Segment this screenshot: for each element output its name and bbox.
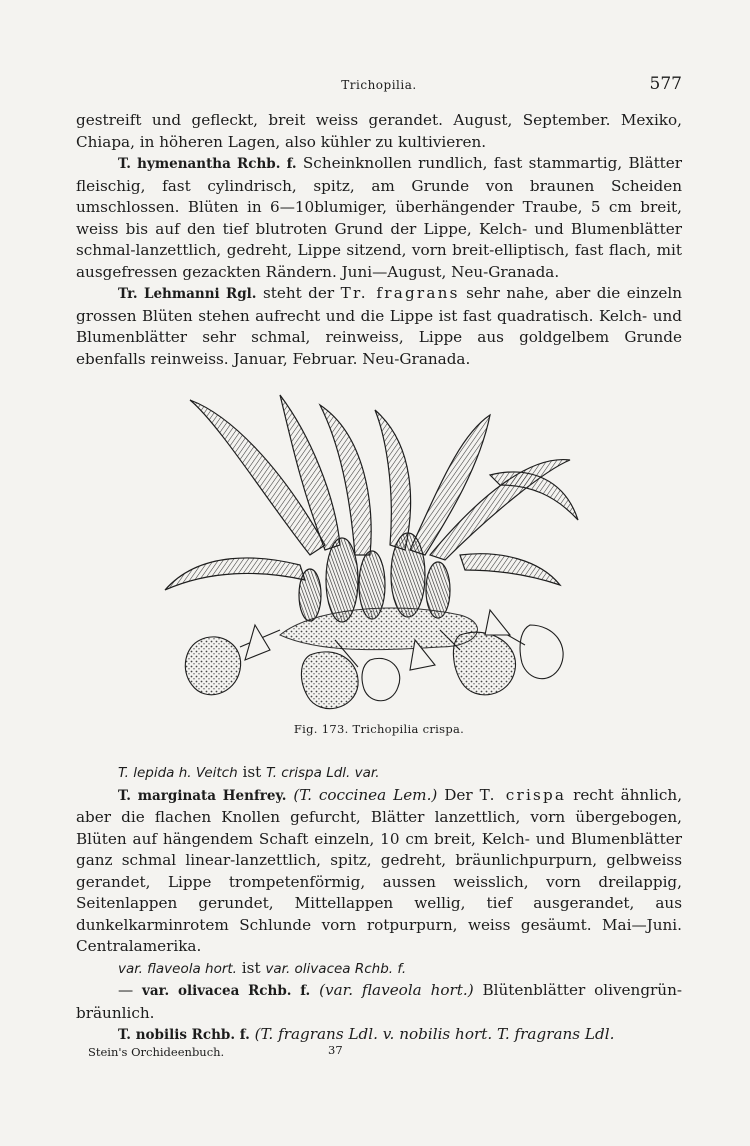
species-name: T. hymenantha Rchb. f. <box>118 156 297 172</box>
entry-text: steht der <box>262 284 335 302</box>
entry-flaveola <box>76 958 682 981</box>
entry-text: recht ähnlich, aber die flachen Knollen gefurcht, Blätter lanzettlich, vorn übergebogen, Blüten auf hängendem Schaft einzeln, 10 cm breit, Kelch- und Blumenblätter ganz schmal linear-lanzettlich, spitz, gedreht, bräunlichpurpurn, gelbweiss gerandet, Lippe trompetenförmig, aussen weisslich, vorn dreilappig, Seitenlappen gerundet, Mittellappen wellig, tief ausgerandet, aus dunkelkarminrotem Schlunde vorn rotpurpurn, weiss gesäumt. Mai—Juni. Centralamerika. <box>76 785 683 955</box>
entry-text: sehr nahe, aber die einzeln grossen Blüten stehen aufrecht und die Lippe ist fast quadratisch. Kelch- und Blumenblätter sehr schmal, reinweiss, Lippe aus goldgelbem Grunde ebenfalls reinweiss. Januar, Februar. Neu-Granada. <box>76 284 683 368</box>
spaced-species: Tr. fragrans <box>340 284 460 302</box>
spaced-species: T. crispa <box>479 785 567 804</box>
entry-nobilis <box>76 1024 682 1047</box>
signature-mark: 37 <box>328 1043 343 1057</box>
book-title: Stein's Orchideenbuch. <box>88 1045 225 1059</box>
variety-name: var. olivacea Rchb. f. <box>142 983 311 999</box>
synonym: var. olivacea Rchb. f. <box>265 960 407 977</box>
page-number: 577 <box>649 74 682 94</box>
entry-olivacea <box>76 980 682 1024</box>
synonym: (var. flaveola hort.) <box>319 981 474 999</box>
synonym: var. flaveola hort. <box>118 960 237 977</box>
entry-text: Der <box>444 785 473 804</box>
paragraph-continued: gestreift und gefleckt, breit weiss gerandet. August, September. Mexiko, Chiapa, in höheren Lagen, also kühler zu kultivieren. <box>76 111 682 151</box>
running-title: Trichopilia. <box>341 78 417 92</box>
synonym: (T. fragrans Ldl. v. nobilis hort. T. fragrans Ldl. <box>254 1025 615 1043</box>
synonym: (T. coccinea Lem.) <box>293 785 438 804</box>
entry-text: ist <box>241 958 261 977</box>
page-header <box>76 74 682 98</box>
entry-marginata <box>76 785 682 958</box>
entry-lepida <box>76 762 682 785</box>
entry-lehmanni <box>76 283 682 370</box>
entry-text: ist <box>242 763 262 781</box>
entry-text: Scheinknollen rundlich, fast stammartig, Blätter fleischig, fast cylindrisch, spitz, am Grunde von braunen Scheiden umschlossen. Blüten in 6—10blumiger, überhängender Traube, 5 cm breit, weiss bis auf den tief blutroten Grund der Lippe, Kelch- und Blumenblätter schmal-lanzettlich, gedreht, Lippe sitzend, vorn breit-elliptisch, fast flach, mit ausgefressen gezackten Rändern. Juni—August, Neu-Granada. <box>76 154 683 281</box>
entry-hymenantha <box>76 153 682 283</box>
synonym: T. lepida h. Veitch <box>118 765 238 781</box>
species-name: Tr. Lehmanni Rgl. <box>118 286 257 302</box>
figure-caption: Fig. 173. Trichopilia crispa. <box>293 722 465 736</box>
dash: — <box>118 981 134 999</box>
orchid-illustration <box>160 385 590 717</box>
text-block-top <box>76 110 682 370</box>
species-name: T. nobilis Rchb. f. <box>118 1027 250 1043</box>
entry-text: Blütenblätter olivengrün-bräunlich. <box>76 981 683 1022</box>
text-block-bottom <box>76 762 682 1047</box>
species-name: T. marginata Henfrey. <box>118 787 287 804</box>
synonym: T. crispa Ldl. var. <box>266 765 380 781</box>
